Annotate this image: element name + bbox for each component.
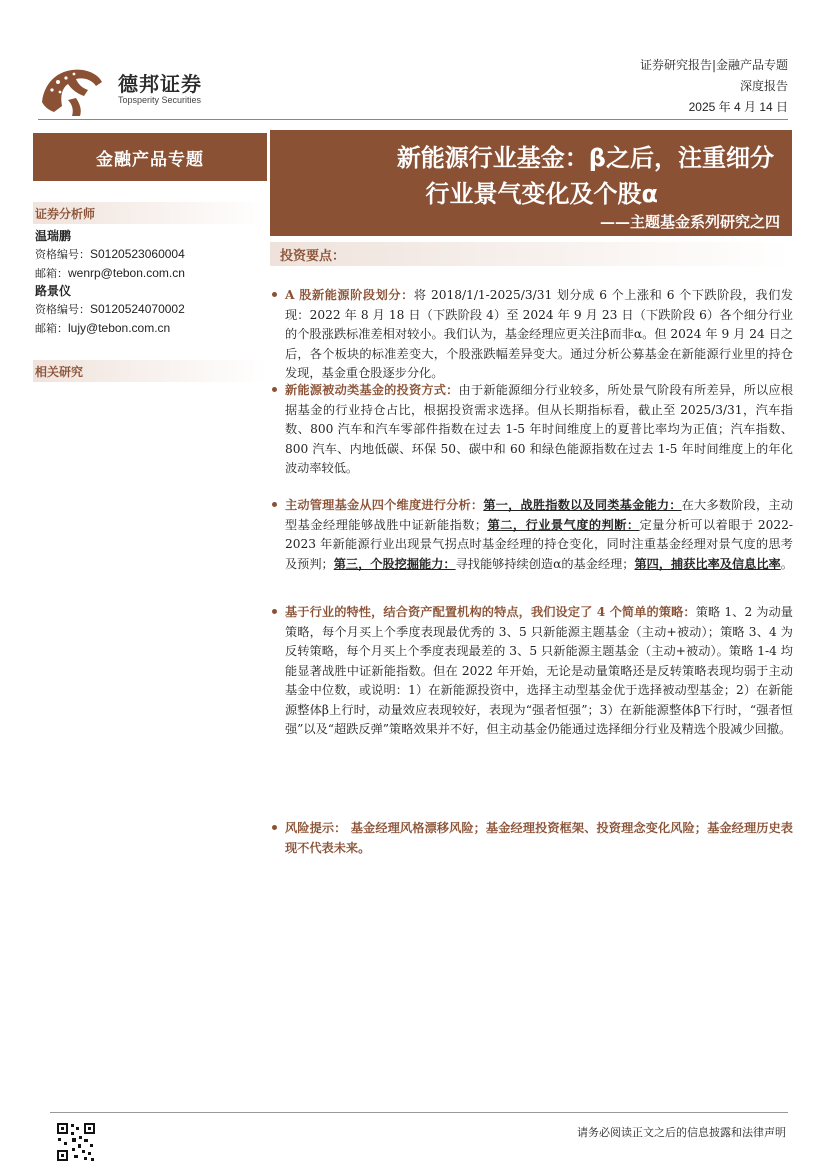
related-research-heading: 相关研究 (33, 360, 267, 382)
report-title-line1: 新能源行业基金：β之后，注重细分 (396, 144, 774, 172)
email-label: 邮箱： (35, 322, 68, 335)
paragraph-lead: A 股新能源阶段划分： (285, 288, 414, 302)
paragraph-text: 寻找能够持续创造α的基金经理； (455, 556, 635, 571)
license-label: 资格编号： (35, 303, 90, 316)
bullet-icon (272, 387, 277, 392)
key-point-paragraph (285, 603, 793, 740)
paragraph-text: 将 2018/1/1-2025/3/31 划分成 6 个上涨和 6 个下跌阶段，我们发现：2022 年 8 月 18 日（下跌阶段 4）至 2024 年 9 月 23 日（下跌阶段 6）各个细分行业的个股涨跌标准差相对较小。我们认为，基金经理应更关注β而非α。但 2024 年 9 月 24 日之后，各个板块的标准差变大，个股涨跌幅差异变大。通过分析公募基金在新能源行业里的持仓发现，基金重仓股逐步分化。 (285, 288, 793, 380)
category-tag: 金融产品专题 (33, 133, 267, 181)
analyst-name: 温瑞鹏 (35, 229, 72, 243)
highlight-text: 第二，行业景气度的判断： (487, 517, 640, 532)
paragraph-text: 策略 1、2 为动量策略，每个月买上个季度表现最优秀的 3、5 只新能源主题基金（主动+被动）；策略 3、4 为反转策略，每个月买上个季度表现最差的 3、5 只新能源主题基金（主动+被动）。策略 1-4 均能显著战胜中证新能指数。但在 2022 年开始，无论是动量策略还是反转策略表现均弱于主动基金中位数，或说明：1）在新能源投资中，选择主动型基金优于选择被动型基金；2）在新能源整体β上行时，动量效应表现较好，表现为“强者恒强”；3）在新能源整体β下行时，“强者恒强”以及“超跌反弹”策略效果并不好，但主动基金仍能通过选择细分行业及精选个股减少回撤。 (285, 605, 793, 736)
analyst-card (35, 282, 185, 338)
paragraph-lead: 新能源被动类基金的投资方式： (285, 383, 459, 397)
analyst-card (35, 227, 185, 283)
analyst-license (35, 245, 185, 264)
highlight-text: 第四，捕获比率及信息比率 (634, 556, 781, 571)
paragraph-lead: 基于行业的特性，结合资产配置机构的特点，我们设定了 4 个简单的策略： (285, 605, 696, 619)
logo-text: 德邦证券 (118, 72, 202, 96)
paragraph-text: 。 (780, 556, 793, 571)
bullet-icon (272, 609, 277, 614)
license-label: 资格编号： (35, 248, 90, 261)
analyst-email (35, 264, 185, 283)
email-label: 邮箱： (35, 267, 68, 280)
qr-code-icon (56, 1122, 96, 1162)
bullet-icon (272, 502, 277, 507)
email-link[interactable]: lujy@tebon.com.cn (68, 321, 171, 335)
email-link[interactable]: wenrp@tebon.com.cn (68, 266, 185, 280)
company-logo (38, 62, 218, 118)
paragraph-text: 由于新能源细分行业较多，所处景气阶段有所差异，所以应根据基金的行业持仓占比，根据投资需求选择。但从长期指标看，截止至 2025/3/31，汽车指数、800 汽车和汽车零部件指数在过去 1-5 年时间维度上的夏普比率均为正值；汽车指数、800 汽车、内地低碳、环保 50、碳中和 60 和绿色能源指数在过去 1-5 年时间维度上的年化波动率较低。 (285, 383, 794, 475)
paragraph-text: 定量分析可以着眼于 2022-2023 年新能源行业出现景气拐点时基金经理的持仓变化，同时注重基金经理对景气度的思考及预判； (285, 517, 794, 571)
report-date: 2025 年 4 月 14 日 (688, 100, 788, 114)
risk-warning (285, 819, 793, 858)
footer-divider (50, 1112, 788, 1113)
highlight-text: 第一，战胜指数以及同类基金能力： (483, 498, 682, 512)
title-banner (270, 130, 792, 236)
paragraph-text: 在大多数阶段，主动型基金经理能够战胜中证新能指数； (285, 498, 794, 532)
analyst-name: 路景仪 (35, 284, 72, 298)
key-point-paragraph (285, 496, 793, 574)
analyst-license (35, 300, 185, 319)
license-number: S0120523060004 (90, 247, 185, 261)
key-point-paragraph (285, 381, 793, 479)
header-divider (38, 119, 788, 120)
highlight-text: 第三，个股挖掘能力： (333, 556, 456, 571)
license-number: S0120524070002 (90, 302, 185, 316)
report-subtitle: ——主题基金系列研究之四 (599, 213, 780, 231)
report-title-line2: 行业景气变化及个股α (425, 180, 658, 208)
bullet-icon (272, 825, 277, 830)
paragraph-lead: 主动管理基金从四个维度进行分析： (285, 498, 484, 512)
legal-disclaimer: 请务必阅读正文之后的信息披露和法律声明 (577, 1126, 786, 1139)
key-points-heading: 投资要点： (270, 242, 792, 266)
report-type: 证券研究报告|金融产品专题 (639, 58, 788, 72)
report-subtype: 深度报告 (739, 79, 788, 93)
risk-text: 风险提示： 基金经理风格漂移风险；基金经理投资框架、投资理念变化风险；基金经理历史表现不代表未来。 (285, 821, 793, 855)
leopard-logo-icon (38, 62, 106, 118)
bullet-icon (272, 292, 277, 297)
logo-english-text: Topsperity Securities (118, 95, 202, 105)
analyst-email (35, 319, 185, 338)
key-point-paragraph (285, 286, 793, 384)
analyst-heading: 证券分析师 (33, 202, 267, 224)
